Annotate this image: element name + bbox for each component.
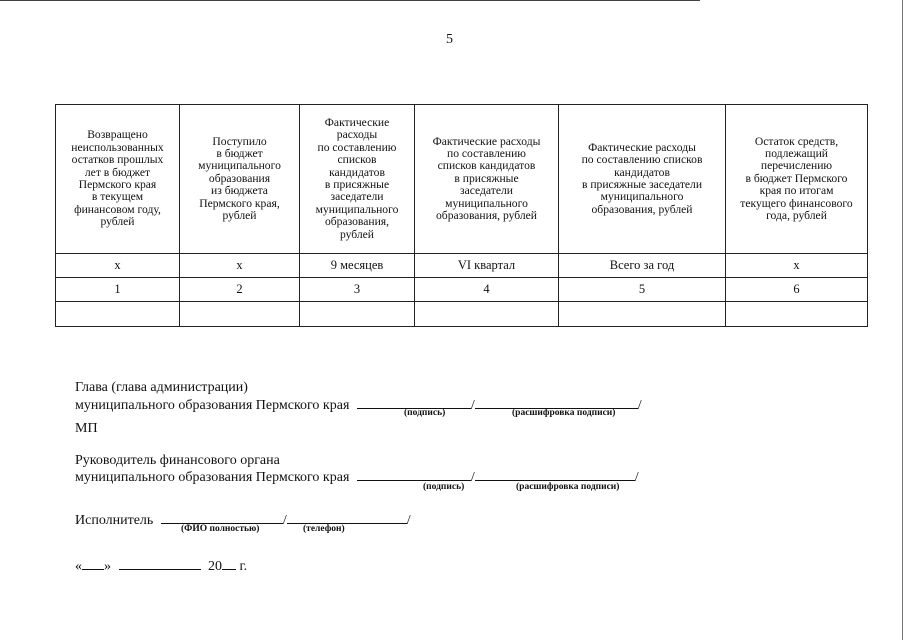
table-cell: 6: [726, 278, 868, 302]
empty-cell[interactable]: [300, 302, 415, 327]
header-text-line: Фактические расходы: [588, 140, 696, 154]
table-cell: х: [726, 254, 868, 278]
table-cell: х: [180, 254, 300, 278]
slash: /: [470, 398, 475, 413]
date-quote-open: «: [75, 559, 82, 574]
header-text-line: по составлению: [447, 146, 526, 160]
table-cell: х: [56, 254, 180, 278]
header-text-line: Фактические расходы: [432, 134, 541, 148]
header-text-line: расходы: [336, 128, 378, 142]
head-title-line2: муниципального образования Пермского края: [75, 398, 350, 413]
header-text-line: списков: [337, 153, 377, 167]
slash: /: [470, 470, 475, 485]
slash: /: [406, 513, 411, 528]
table-cell: 9 месяцев: [300, 254, 415, 278]
header-text-line: по составлению: [317, 140, 397, 154]
table-cell: 4: [415, 278, 559, 302]
header-text-line: Пермского края,: [199, 196, 280, 210]
header-cell: [559, 105, 726, 254]
header-text-line: в текущем: [91, 190, 144, 204]
header-text-line: заседатели: [330, 190, 384, 204]
executor-phone-field[interactable]: [287, 509, 407, 524]
head-title-line1: Глава (глава администрации): [75, 380, 248, 395]
header-text-line: в присяжные: [324, 178, 390, 191]
header-text-line: неиспользованных: [71, 140, 164, 154]
date-day-field[interactable]: [82, 555, 104, 570]
date-year-suffix: г.: [239, 559, 248, 574]
slash: /: [637, 398, 642, 413]
header-text-line: Поступило: [212, 134, 267, 148]
header-text-line: списков кандидатов: [437, 159, 536, 173]
header-text-line: в присяжные заседатели: [581, 178, 703, 191]
slash: /: [282, 513, 287, 528]
fin-signature-field[interactable]: [357, 466, 471, 481]
header-text-line: рублей: [100, 215, 135, 229]
header-text-line: года, рублей: [766, 209, 827, 223]
header-text-line: кандидатов: [329, 165, 385, 179]
top-border-line: [0, 0, 700, 1]
head-caption-sign: (подпись): [404, 408, 446, 418]
header-text-line: Пермского края: [78, 178, 157, 191]
header-text-line: образования, рублей: [436, 209, 537, 223]
empty-cell[interactable]: [559, 302, 726, 327]
header-text-line: муниципального: [198, 159, 281, 173]
empty-cell[interactable]: [56, 302, 180, 327]
header-text-line: образования, рублей: [591, 202, 693, 216]
header-text-line: рублей: [339, 227, 375, 241]
date-month-field[interactable]: [119, 555, 201, 570]
header-cell: [180, 105, 300, 254]
table-cell: 3: [300, 278, 415, 302]
header-text-line: по составлению списков: [581, 153, 703, 167]
header-cell: [415, 105, 559, 254]
header-text-line: края по итогам: [759, 184, 834, 198]
table-cell: 5: [559, 278, 726, 302]
fin-caption-sign: (подпись): [423, 482, 465, 492]
fin-caption-name: (расшифровка подписи): [516, 482, 620, 492]
table-blank-row: [56, 302, 868, 327]
header-text-line: в бюджет: [216, 146, 263, 160]
table-cell: 1: [56, 278, 180, 302]
executor-caption-fio: (ФИО полностью): [181, 524, 260, 534]
header-cell: [726, 105, 868, 254]
executor-caption-phone: (телефон): [303, 524, 345, 534]
header-text-line: в присяжные: [454, 171, 519, 185]
fin-name-field[interactable]: [475, 466, 635, 481]
right-border-line: [902, 0, 903, 640]
table-cell: VI квартал: [415, 254, 559, 278]
fin-title-line2: муниципального образования Пермского края: [75, 470, 350, 485]
header-text-line: Остаток средств,: [754, 134, 839, 148]
header-text-line: кандидатов: [614, 165, 670, 179]
header-text-line: рублей: [222, 209, 257, 223]
header-text-line: Фактические: [324, 115, 390, 129]
table-cell: Всего за год: [559, 254, 726, 278]
header-text-line: муниципального: [445, 196, 528, 210]
head-caption-name: (расшифровка подписи): [512, 408, 616, 418]
empty-cell[interactable]: [415, 302, 559, 327]
head-signature-field[interactable]: [357, 394, 471, 409]
header-text-line: муниципального: [315, 202, 399, 216]
header-text-line: Возвращено: [87, 128, 148, 142]
header-text-line: образования,: [324, 215, 390, 229]
header-text-line: заседатели: [460, 184, 513, 198]
header-text-line: лет в бюджет: [84, 165, 151, 179]
header-text-line: финансовом году,: [74, 202, 161, 216]
header-text-line: текущего финансового: [740, 196, 853, 210]
header-text-line: из бюджета: [211, 184, 268, 198]
header-cell: [300, 105, 415, 254]
table-header-row: [56, 105, 868, 254]
header-text-line: муниципального: [600, 190, 684, 204]
page-number: 5: [446, 32, 453, 47]
expenses-table: [55, 104, 868, 327]
executor-fio-field[interactable]: [161, 509, 283, 524]
table-number-row: [56, 278, 868, 302]
empty-cell[interactable]: [726, 302, 868, 327]
table-cell: 2: [180, 278, 300, 302]
header-text-line: образования: [208, 171, 271, 185]
date-quote-close: »: [104, 559, 111, 574]
empty-cell[interactable]: [180, 302, 300, 327]
table-period-row: [56, 254, 868, 278]
head-name-field[interactable]: [475, 394, 638, 409]
header-text-line: подлежащий: [765, 146, 828, 160]
header-text-line: перечислению: [760, 159, 833, 173]
stamp-label: МП: [75, 421, 98, 436]
date-row: [75, 555, 247, 574]
date-year-field[interactable]: [222, 555, 236, 570]
date-year-prefix: 20: [208, 559, 222, 574]
header-cell: [56, 105, 180, 254]
header-text-line: в бюджет Пермского: [745, 171, 848, 185]
fin-title-line1: Руководитель финансового органа: [75, 453, 280, 468]
executor-label: Исполнитель: [75, 513, 154, 528]
slash: /: [634, 470, 639, 485]
header-text-line: остатков прошлых: [71, 153, 164, 167]
